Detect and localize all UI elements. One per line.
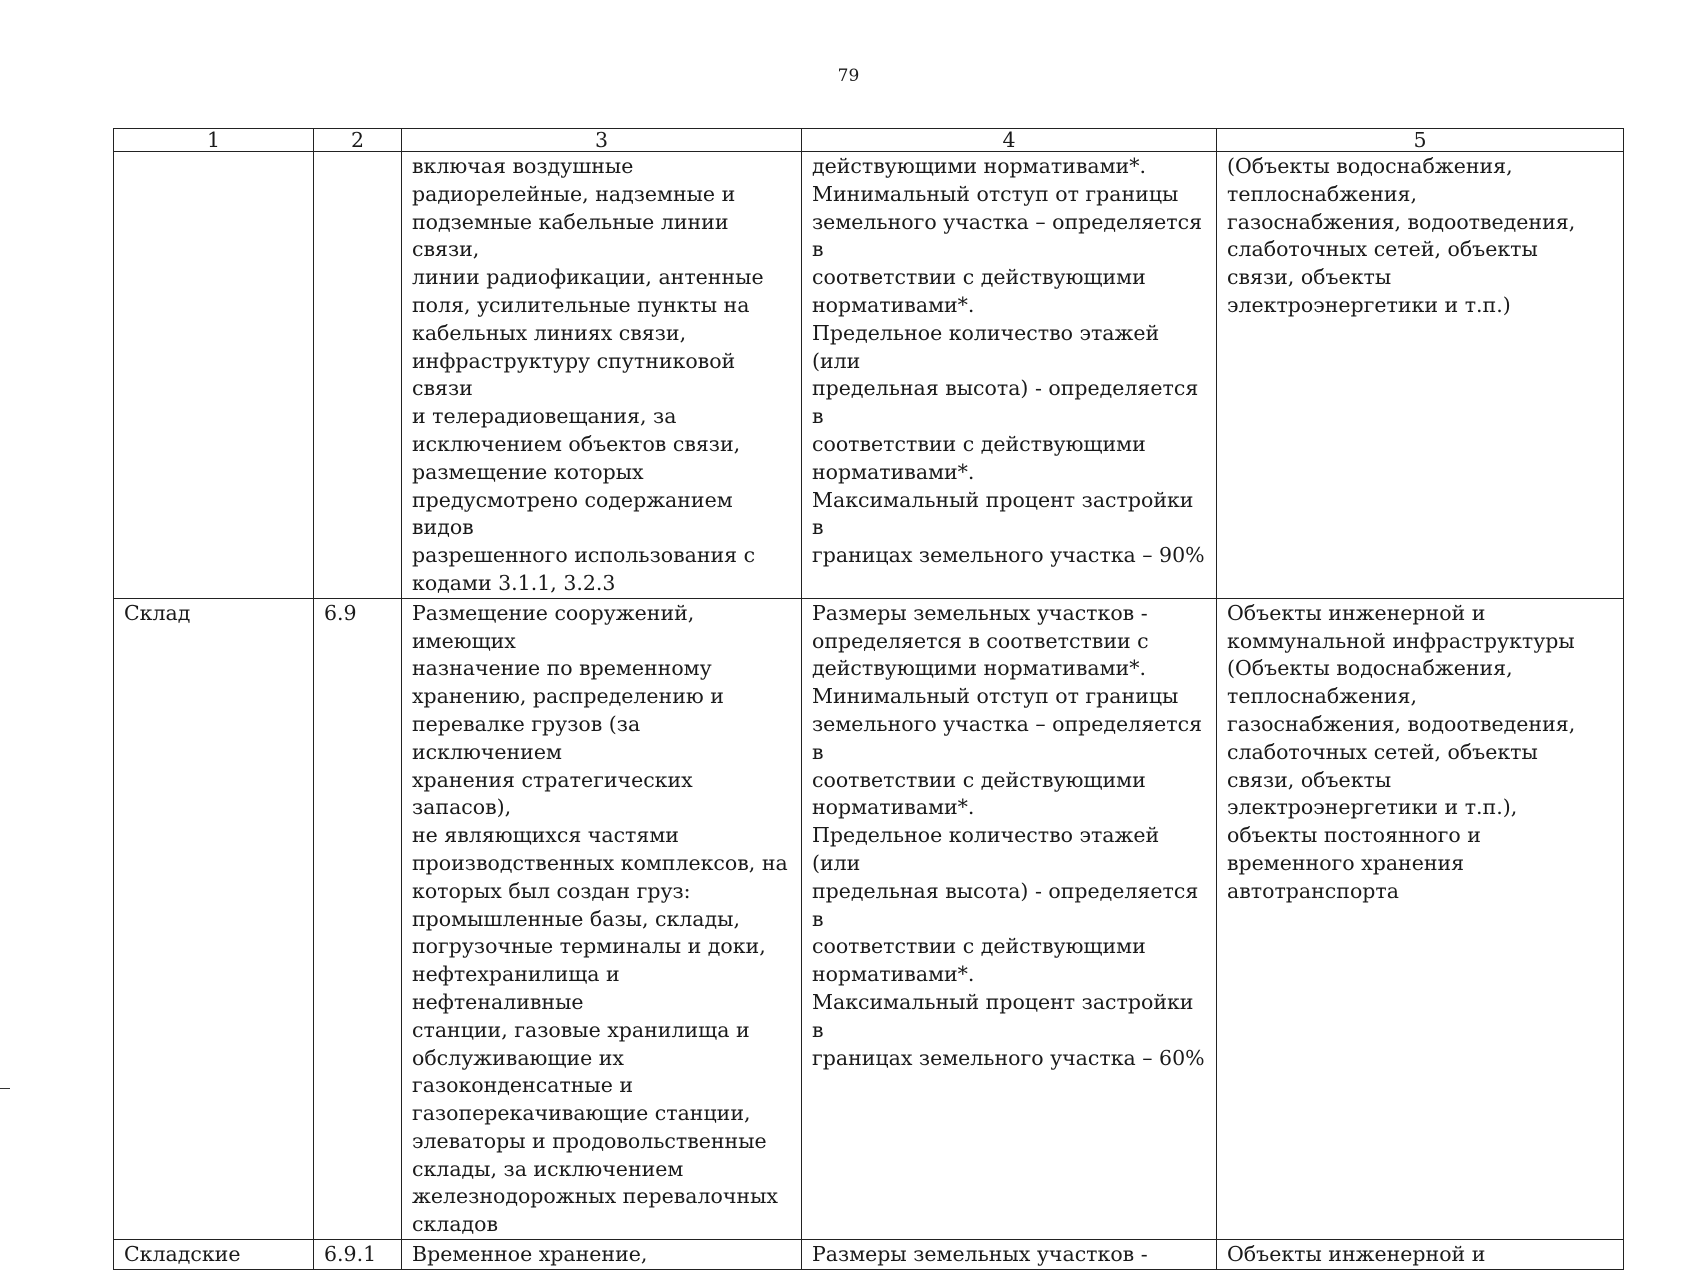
regulations-table (113, 128, 1624, 1270)
cell-objects: (Объекты водоснабжения, теплоснабжения, газоснабжения, водоотведения, слаботочных сетей, объекты связи, объекты электроэнергетики и т.п.) (1217, 152, 1624, 599)
cell-description: включая воздушные радиорелейные, надземные и подземные кабельные линии связи, линии радиофикации, антенные поля, усилительные пункты на кабельных линиях связи, инфраструктуру спутниковой связи и телерадиовещания, за исключением объектов связи, размещение которых предусмотрено содержанием видов разрешенного использования с кодами 3.1.1, 3.2.3 (402, 152, 802, 599)
cell-description: Временное хранение, (402, 1240, 802, 1270)
cell-objects: Объекты инженерной и коммунальной инфраструктуры (Объекты водоснабжения, теплоснабжения, газоснабжения, водоотведения, слаботочных сетей, объекты связи, объекты электроэнергетики и т.п.), объекты постоянного и временного хранения автотранспорта (1217, 598, 1624, 1239)
table-row (114, 1240, 1624, 1270)
cell-name: Складские (114, 1240, 314, 1270)
cell-description: Размещение сооружений, имеющих назначение по временному хранению, распределению и перевалке грузов (за исключением хранения стратегических запасов), не являющихся частями производственных комплексов, на которых был создан груз: промышленные базы, склады, погрузочные терминалы и доки, нефтехранилища и нефтеналивные станции, газовые хранилища и обслуживающие их газоконденсатные и газоперекачивающие станции, элеваторы и продовольственные склады, за исключением железнодорожных перевалочных складов (402, 598, 802, 1239)
header-row (114, 129, 1624, 152)
cell-code: 6.9.1 (314, 1240, 402, 1270)
header-col-5: 5 (1217, 129, 1624, 152)
cell-parameters: Размеры земельных участков - (802, 1240, 1217, 1270)
cell-name (114, 152, 314, 599)
cell-objects: Объекты инженерной и (1217, 1240, 1624, 1270)
header-col-1: 1 (114, 129, 314, 152)
cell-parameters: действующими нормативами*. Минимальный отступ от границы земельного участка – определяется в соответствии с действующими нормативами*. Предельное количество этажей (или предельная высота) - определяется в соответствии с действующими нормативами*. Максимальный процент застройки в границах земельного участка – 90% (802, 152, 1217, 599)
cell-code (314, 152, 402, 599)
cell-parameters: Размеры земельных участков - определяется в соответствии с действующими нормативами*. Минимальный отступ от границы земельного участка – определяется в соответствии с действующими нормативами*. Предельное количество этажей (или предельная высота) - определяется в соответствии с действующими нормативами*. Максимальный процент застройки в границах земельного участка – 60% (802, 598, 1217, 1239)
cell-name: Склад (114, 598, 314, 1239)
table-row (114, 598, 1624, 1239)
table-row (114, 152, 1624, 599)
page-number: 79 (837, 66, 860, 86)
header-col-4: 4 (802, 129, 1217, 152)
header-col-3: 3 (402, 129, 802, 152)
cell-code: 6.9 (314, 598, 402, 1239)
margin-mark (0, 1088, 10, 1089)
header-col-2: 2 (314, 129, 402, 152)
